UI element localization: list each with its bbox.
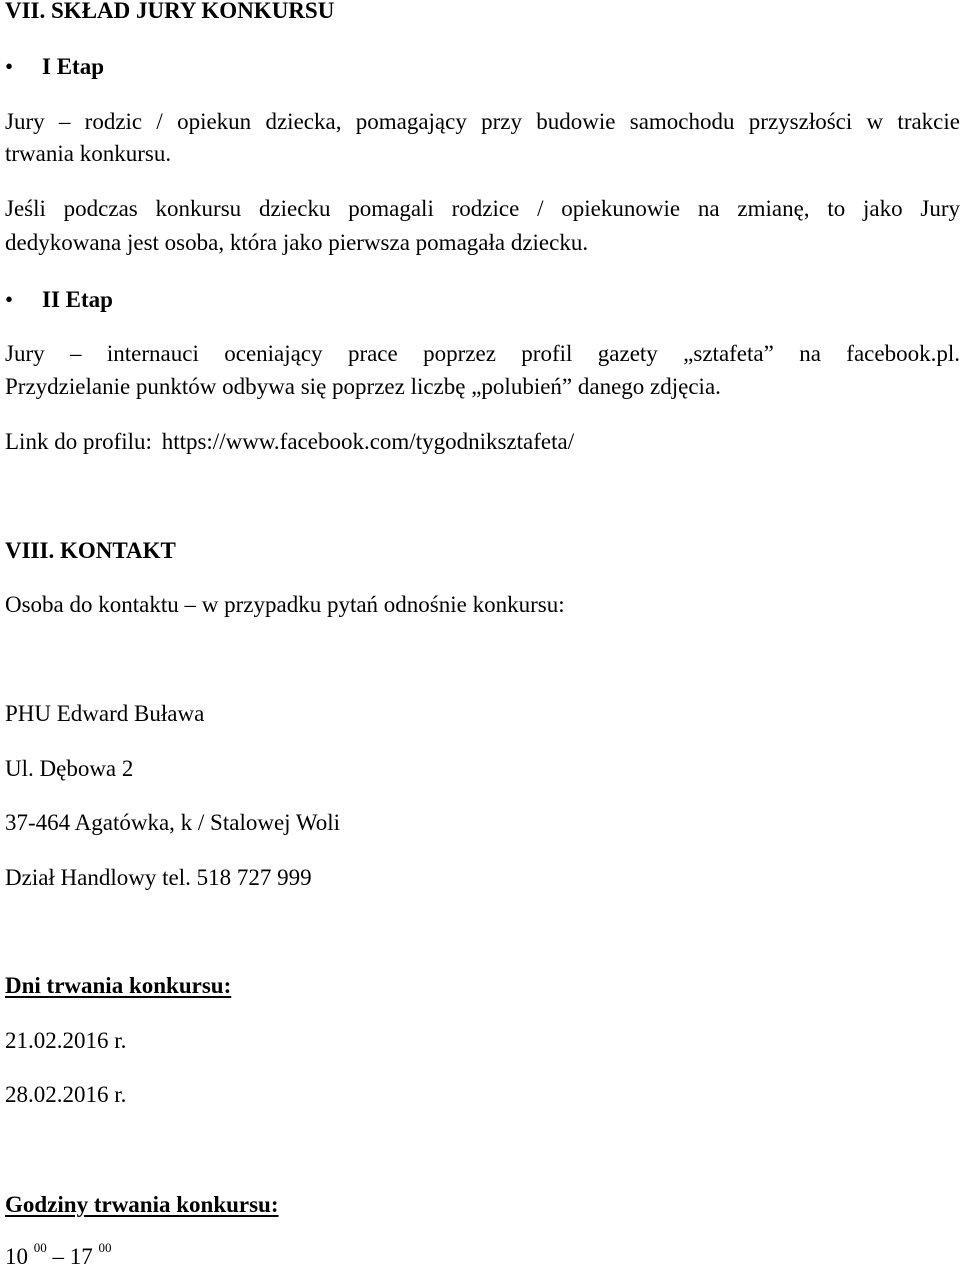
stage-1-paragraph-1-line-2: trwania konkursu. [5, 141, 172, 166]
section-8-heading: VIII. KONTAKT [5, 538, 176, 563]
stage-2-paragraph-line-1: Jury – internauci oceniający prace poprzez profil gazety „sztafeta” na facebook.pl. [5, 341, 960, 366]
contact-company: PHU Edward Buława [5, 701, 205, 726]
stage-2-paragraph-line-2: Przydzielanie punktów odbywa się poprzez liczbę „polubień” danego zdjęcia. [5, 374, 721, 399]
contact-phone: Dział Handlowy tel. 518 727 999 [5, 865, 312, 890]
hours-heading: Godziny trwania konkursu: [5, 1192, 279, 1217]
stage-1-title: I Etap [42, 54, 104, 79]
days-heading: Dni trwania konkursu: [5, 973, 232, 998]
contact-street: Ul. Dębowa 2 [5, 756, 134, 781]
section-7-heading: VII. SKŁAD JURY KONKURSU [5, 0, 335, 23]
profile-link[interactable]: https://www.facebook.com/tygodniksztafeta/ [161, 429, 575, 454]
start-hour: 10 [5, 1244, 28, 1269]
date-1: 21.02.2016 r. [5, 1028, 127, 1053]
bullet-icon: • [5, 287, 14, 312]
end-minutes: 00 [98, 1240, 112, 1255]
bullet-icon: • [5, 54, 14, 79]
profile-link-label: Link do profilu: [5, 429, 152, 454]
stage-2-title: II Etap [42, 287, 113, 312]
stage-1-paragraph-2-line-2: dedykowana jest osoba, która jako pierwsza pomagała dziecku. [5, 230, 589, 255]
stage-1-paragraph-2-line-1: Jeśli podczas konkursu dziecku pomagali rodzice / opiekunowie na zmianę, to jako Jury [5, 196, 960, 221]
date-2: 28.02.2016 r. [5, 1082, 127, 1107]
end-hour: 17 [69, 1244, 93, 1269]
contact-city: 37-464 Agatówka, k / Stalowej Woli [5, 810, 341, 835]
start-minutes: 00 [33, 1240, 47, 1255]
hours-separator: – [52, 1244, 64, 1269]
contact-intro: Osoba do kontaktu – w przypadku pytań odnośnie konkursu: [5, 592, 565, 617]
hours-range [5, 1240, 112, 1273]
profile-link-line [5, 425, 574, 458]
stage-1-paragraph-1-line-1: Jury – rodzic / opiekun dziecka, pomagający przy budowie samochodu przyszłości w trakcie [5, 109, 960, 134]
